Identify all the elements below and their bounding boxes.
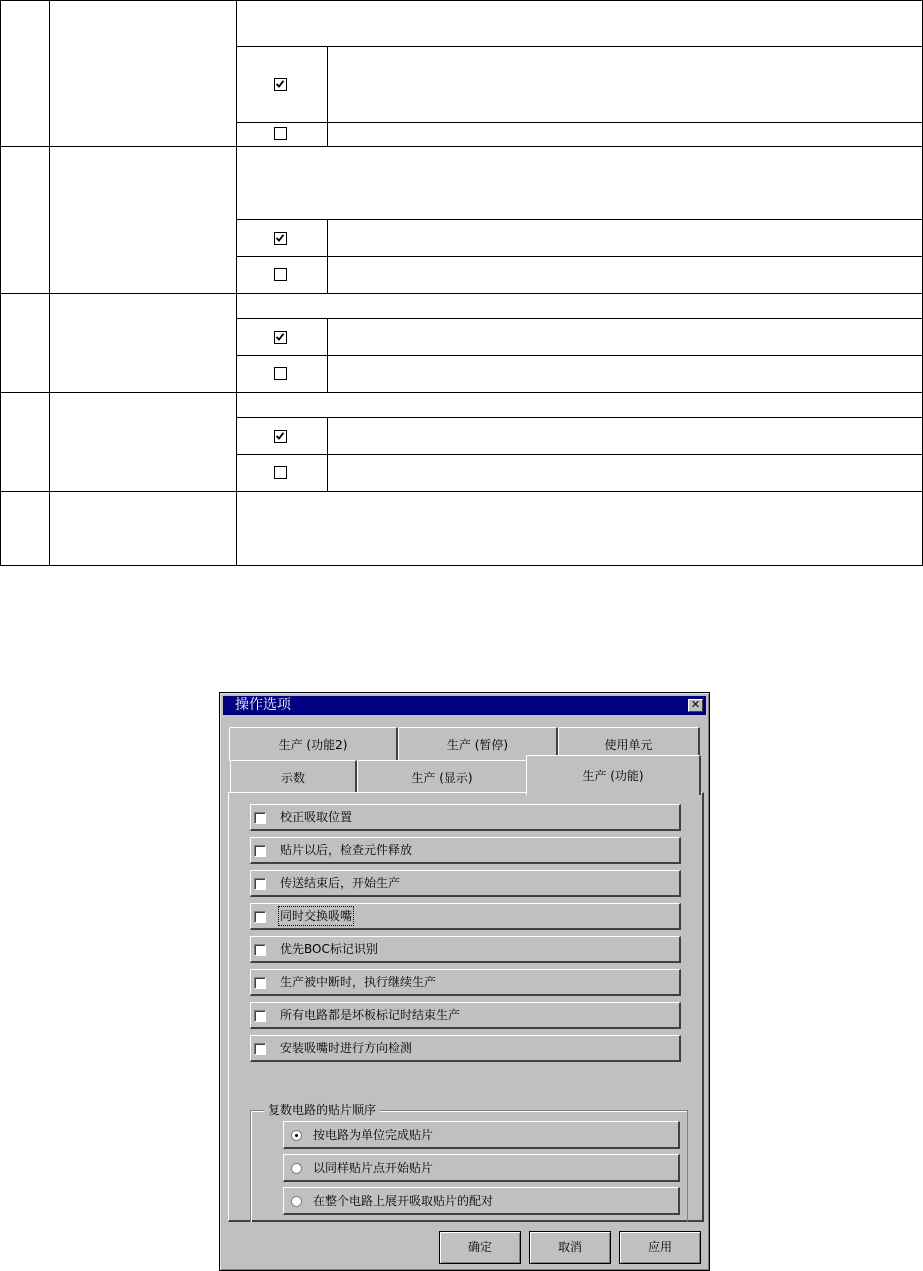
row-divider [237, 219, 923, 220]
radio-mount-per-circuit[interactable] [283, 1121, 680, 1149]
checkbox-column-divider [327, 46, 328, 146]
ok-button[interactable]: 确定 [439, 1231, 521, 1264]
radio-icon[interactable] [291, 1196, 302, 1207]
unchecked-checkbox-icon [274, 466, 287, 479]
radio-label: 以同样贴片点开始贴片 [313, 1161, 434, 1175]
checkbox[interactable] [254, 1043, 266, 1055]
checkbox-column-divider [327, 318, 328, 392]
row-divider [237, 355, 923, 356]
option-end-when-all-bad-marks[interactable] [250, 1002, 681, 1029]
unchecked-checkbox-icon [274, 127, 287, 140]
tab-label: 生产 (功能2) [278, 738, 348, 752]
checkbox[interactable] [254, 878, 266, 890]
document-table [0, 0, 923, 566]
option-continue-after-interrupt[interactable] [250, 969, 681, 996]
tab-label: 生产 (暂停) [446, 738, 509, 752]
table-border-top [0, 0, 923, 1]
table-border-left [0, 0, 1, 566]
row-divider [237, 454, 923, 455]
cancel-button[interactable]: 取消 [529, 1231, 611, 1264]
tab-production-display[interactable] [357, 760, 528, 793]
option-label: 所有电路都是坏板标记时结束生产 [280, 1008, 461, 1022]
row-divider [237, 46, 923, 47]
radio-expand-pick-pairing[interactable] [283, 1187, 680, 1215]
option-correct-pick-position[interactable] [250, 804, 681, 831]
radio-label: 在整个电路上展开吸取贴片的配对 [313, 1194, 494, 1208]
table-border-bottom [0, 565, 923, 566]
tab-production-function2[interactable] [229, 727, 398, 761]
checkbox[interactable] [254, 911, 266, 923]
tab-label: 生产 (功能) [582, 769, 644, 783]
option-prioritize-boc-mark[interactable] [250, 936, 681, 963]
row-divider [237, 318, 923, 319]
section-divider [0, 293, 923, 294]
tab-production-function[interactable] [526, 755, 701, 795]
option-simultaneous-nozzle-exchange[interactable] [250, 903, 681, 930]
option-label: 安装吸嘴时进行方向检测 [280, 1041, 413, 1055]
checkbox[interactable] [254, 977, 266, 989]
option-start-after-transfer[interactable] [250, 870, 681, 897]
checked-checkbox-icon [274, 232, 287, 245]
section-divider [0, 146, 923, 147]
row-divider [237, 417, 923, 418]
column-divider [49, 0, 50, 566]
radio-label: 按电路为单位完成贴片 [313, 1128, 434, 1142]
section-divider [0, 491, 923, 492]
row-divider [237, 256, 923, 257]
option-check-release-after-mount[interactable] [250, 837, 681, 864]
option-label: 校正吸取位置 [280, 810, 353, 824]
option-label: 同时交换吸嘴 [280, 909, 353, 923]
checkbox[interactable] [254, 1010, 266, 1022]
unchecked-checkbox-icon [274, 268, 287, 281]
unchecked-checkbox-icon [274, 367, 287, 380]
checked-checkbox-icon [274, 430, 287, 443]
checkbox[interactable] [254, 944, 266, 956]
checkbox-column-divider [327, 417, 328, 491]
section-divider [0, 392, 923, 393]
radio-icon[interactable] [291, 1163, 302, 1174]
option-label: 传送结束后，开始生产 [280, 876, 401, 890]
checkbox[interactable] [254, 812, 266, 824]
dialog-title: 操作选项 [235, 697, 291, 713]
apply-button[interactable]: 应用 [619, 1231, 701, 1264]
checkbox-column-divider [327, 219, 328, 293]
checkbox[interactable] [254, 845, 266, 857]
checked-checkbox-icon [274, 331, 287, 344]
option-label: 贴片以后，检查元件释放 [280, 843, 413, 857]
tab-teaching[interactable] [230, 760, 357, 793]
option-direction-check-on-nozzle-install[interactable] [250, 1035, 681, 1062]
close-icon[interactable]: ✕ [688, 699, 703, 712]
checked-checkbox-icon [274, 78, 287, 91]
operation-options-dialog [219, 692, 710, 1271]
column-divider [236, 0, 237, 566]
group-legend: 复数电路的贴片顺序 [264, 1102, 380, 1118]
option-label: 生产被中断时，执行继续生产 [280, 975, 437, 989]
tab-label: 生产 (显示) [411, 771, 473, 785]
row-divider [237, 122, 923, 123]
radio-start-same-point[interactable] [283, 1154, 680, 1182]
option-label: 优先BOC标记识别 [280, 942, 378, 956]
radio-selected-icon[interactable] [291, 1130, 302, 1141]
tab-label: 示数 [280, 771, 305, 785]
title-bar [223, 696, 706, 715]
tab-label: 使用单元 [604, 738, 653, 752]
